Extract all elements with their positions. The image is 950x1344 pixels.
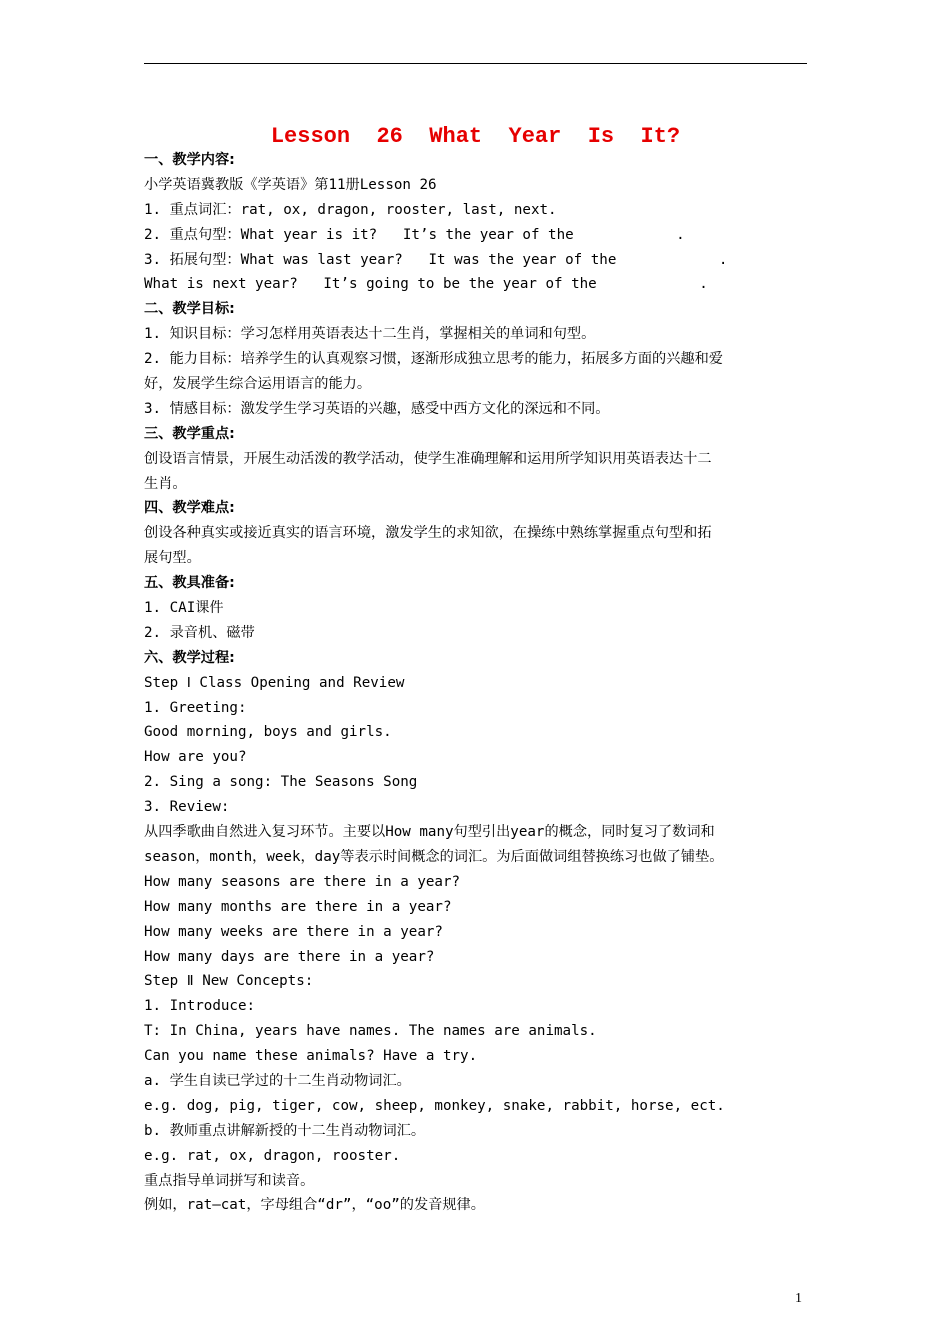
text-line: Step Ⅰ Class Opening and Review <box>144 674 405 691</box>
text-line: What is next year? It’s going to be the year of the . <box>144 276 708 293</box>
header-rule <box>144 63 807 64</box>
text-line: 好，发展学生综合运用语言的能力。 <box>144 376 372 393</box>
text-line: 3. 情感目标：激发学生学习英语的兴趣，感受中西方文化的深远和不同。 <box>144 400 610 417</box>
lesson-body <box>144 148 814 1218</box>
text-line: 3. 拓展句型：What was last year? It was the year of the . <box>144 251 728 268</box>
text-line: How many weeks are there in a year? <box>144 923 443 940</box>
text-line: T: In China, years have names. The names are animals. <box>144 1023 597 1040</box>
text-line: 1. Introduce: <box>144 998 256 1015</box>
text-line: 2. 录音机、磁带 <box>144 624 255 641</box>
text-line: 小学英语冀教版《学英语》第11册Lesson 26 <box>144 176 437 193</box>
text-line: 例如，rat—cat，字母组合“dr”，“oo”的发音规律。 <box>144 1197 485 1214</box>
text-line: 1. CAI课件 <box>144 600 224 617</box>
text-line: 创设语言情景，开展生动活泼的教学活动，使学生准确理解和运用所学知识用英语表达十二 <box>144 450 712 467</box>
page-number: 1 <box>795 1291 802 1306</box>
text-line: 创设各种真实或接近真实的语言环境，激发学生的求知欲，在操练中熟练掌握重点句型和拓 <box>144 525 712 542</box>
section-heading: 一、教学内容: <box>144 152 235 168</box>
section-heading: 四、教学难点: <box>144 500 235 517</box>
text-line: 2. Sing a song: The Seasons Song <box>144 774 418 791</box>
text-line: 展句型。 <box>144 550 201 567</box>
text-line: season，month，week，day等表示时间概念的词汇。为后面做词组替换练习也做了铺垫。 <box>144 848 724 865</box>
text-line: Step Ⅱ New Concepts: <box>144 973 314 990</box>
text-line: b. 教师重点讲解新授的十二生肖动物词汇。 <box>144 1122 426 1139</box>
text-line: a. 学生自读已学过的十二生肖动物词汇。 <box>144 1072 411 1089</box>
text-line: e.g. rat, ox, dragon, rooster. <box>144 1147 401 1164</box>
section-heading: 五、教具准备: <box>144 575 235 592</box>
text-line: 生肖。 <box>144 475 187 492</box>
text-line: 1. Greeting: <box>144 699 247 716</box>
text-line: How many months are there in a year? <box>144 898 452 915</box>
section-heading: 六、教学过程: <box>144 649 235 666</box>
text-line: 2. 能力目标：培养学生的认真观察习惯，逐渐形成独立思考的能力，拓展多方面的兴趣和爱 <box>144 351 723 368</box>
text-line: 3. Review: <box>144 799 230 816</box>
text-line: How many days are there in a year? <box>144 948 435 965</box>
text-line: 1. 知识目标：学习怎样用英语表达十二生肖，掌握相关的单词和句型。 <box>144 326 596 343</box>
text-line: 2. 重点句型：What year is it? It’s the year of the . <box>144 226 685 243</box>
text-line: 1. 重点词汇：rat, ox, dragon, rooster, last, next. <box>144 201 557 218</box>
text-line: 重点指导单词拼写和读音。 <box>144 1172 315 1189</box>
lesson-title: Lesson 26 What Year Is It? <box>270 124 681 149</box>
text-line: How are you? <box>144 749 247 766</box>
text-line: Can you name these animals? Have a try. <box>144 1048 478 1065</box>
text-line: e.g. dog, pig, tiger, cow, sheep, monkey, snake, rabbit, horse, ect. <box>144 1097 725 1114</box>
section-heading: 三、教学重点: <box>144 425 235 442</box>
text-line: Good morning, boys and girls. <box>144 724 392 741</box>
section-heading: 二、教学目标: <box>144 301 235 318</box>
text-line: 从四季歌曲自然进入复习环节。主要以How many句型引出year的概念，同时复习了数词和 <box>144 824 715 841</box>
text-line: How many seasons are there in a year? <box>144 873 461 890</box>
